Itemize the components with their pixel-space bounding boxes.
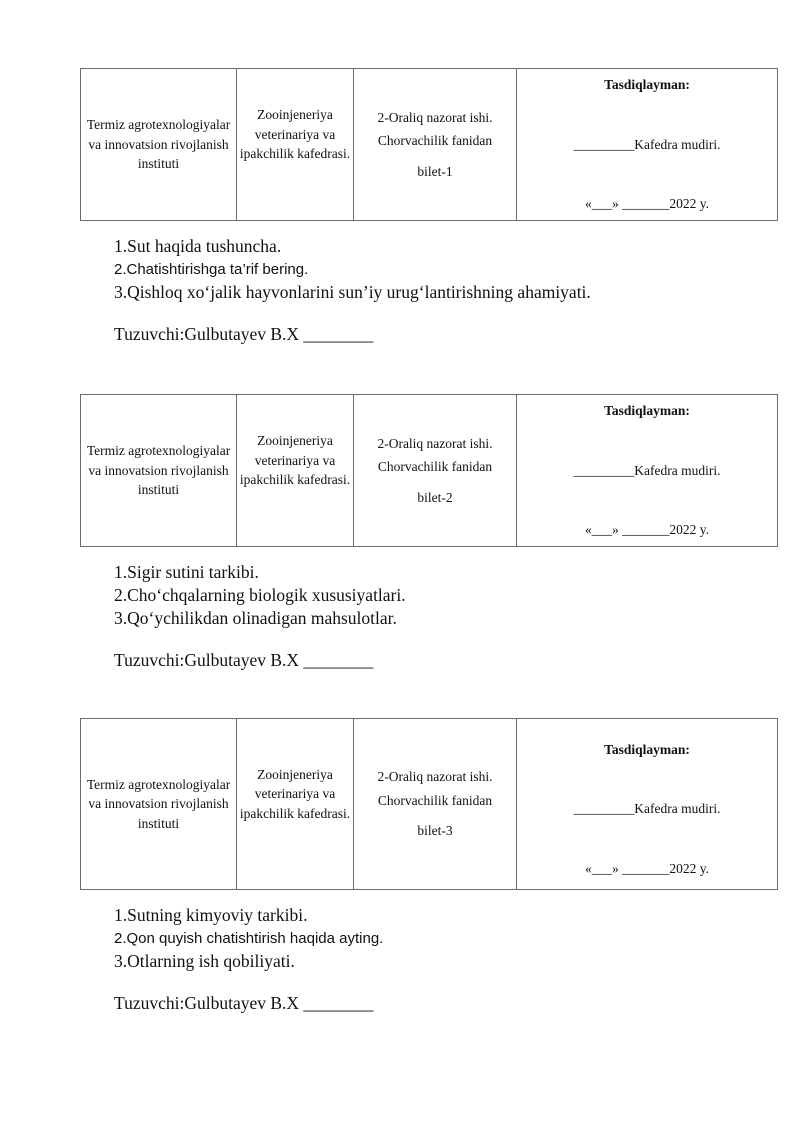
department-cell — [237, 69, 354, 221]
subject-name: Chorvachilik fanidan — [377, 792, 493, 808]
ticket-header-table — [80, 718, 778, 890]
institute-cell — [81, 719, 237, 890]
control-cell — [354, 69, 517, 221]
question-item: 1.Sigir sutini tarkibi. — [114, 562, 259, 582]
question-item: 2.Qon quyish chatishtirish haqida ayting. — [114, 930, 384, 947]
approval-date: «___» _______2022 y. — [585, 860, 709, 876]
question-item: 3.Qo‘ychilikdan olinadigan mahsulotlar. — [114, 608, 397, 628]
ticket-header-table — [80, 394, 778, 547]
ticket-2 — [80, 394, 777, 672]
institute-name: Termiz agrotexnologiyalar va innovatsion rivojlanish instituti — [86, 443, 231, 498]
subject-name: Chorvachilik fanidan — [377, 459, 493, 475]
question-item: 2.Chatishtirishga ta’rif bering. — [114, 261, 309, 278]
question-item: 1.Sutning kimyoviy tarkibi. — [114, 905, 308, 925]
question-list — [114, 561, 777, 630]
department-name: Zooinjeneriya veterinariya va ipakchilik kafedrasi. — [239, 107, 351, 162]
approval-title: Tasdiqlayman: — [604, 77, 690, 93]
approval-cell — [517, 69, 778, 221]
ticket-header-table — [80, 68, 778, 221]
approval-title: Tasdiqlayman: — [604, 741, 690, 757]
approval-cell — [517, 395, 778, 547]
department-head-signature: _________Kafedra mudiri. — [573, 801, 721, 817]
question-item: 1.Sut haqida tushuncha. — [114, 236, 282, 256]
institute-name: Termiz agrotexnologiyalar va innovatsion rivojlanish instituti — [86, 776, 231, 831]
approval-cell — [517, 719, 778, 890]
department-name: Zooinjeneriya veterinariya va ipakchilik kafedrasi. — [239, 433, 351, 488]
approval-date: «___» _______2022 y. — [585, 196, 709, 212]
control-cell — [354, 395, 517, 547]
control-title: 2-Oraliq nazorat ishi. — [377, 435, 493, 451]
question-list — [114, 235, 777, 304]
author-line: Tuzuvchi:Gulbutayev B.X ________ — [114, 650, 374, 670]
bilet-number: bilet-2 — [417, 489, 453, 505]
bilet-number: bilet-1 — [417, 163, 453, 179]
author-line: Tuzuvchi:Gulbutayev B.X ________ — [114, 324, 374, 344]
subject-name: Chorvachilik fanidan — [377, 133, 493, 149]
question-item: 3.Otlarning ish qobiliyati. — [114, 951, 295, 971]
control-cell — [354, 719, 517, 890]
institute-name: Termiz agrotexnologiyalar va innovatsion rivojlanish instituti — [86, 117, 231, 172]
ticket-1 — [80, 68, 777, 346]
department-head-signature: _________Kafedra mudiri. — [573, 462, 721, 478]
approval-title: Tasdiqlayman: — [604, 403, 690, 419]
control-title: 2-Oraliq nazorat ishi. — [377, 769, 493, 785]
question-item: 2.Cho‘chqalarning biologik xususiyatlari. — [114, 585, 406, 605]
question-item: 3.Qishloq xo‘jalik hayvonlarini sun’iy urug‘lantirishning ahamiyati. — [114, 282, 591, 302]
institute-cell — [81, 69, 237, 221]
bilet-number: bilet-3 — [417, 823, 453, 839]
department-name: Zooinjeneriya veterinariya va ipakchilik kafedrasi. — [239, 766, 351, 821]
institute-cell — [81, 395, 237, 547]
question-list — [114, 904, 777, 973]
approval-date: «___» _______2022 y. — [585, 522, 709, 538]
ticket-3 — [80, 718, 777, 1015]
department-head-signature: _________Kafedra mudiri. — [573, 136, 721, 152]
author-line: Tuzuvchi:Gulbutayev B.X ________ — [114, 993, 374, 1013]
department-cell — [237, 719, 354, 890]
department-cell — [237, 395, 354, 547]
control-title: 2-Oraliq nazorat ishi. — [377, 109, 493, 125]
